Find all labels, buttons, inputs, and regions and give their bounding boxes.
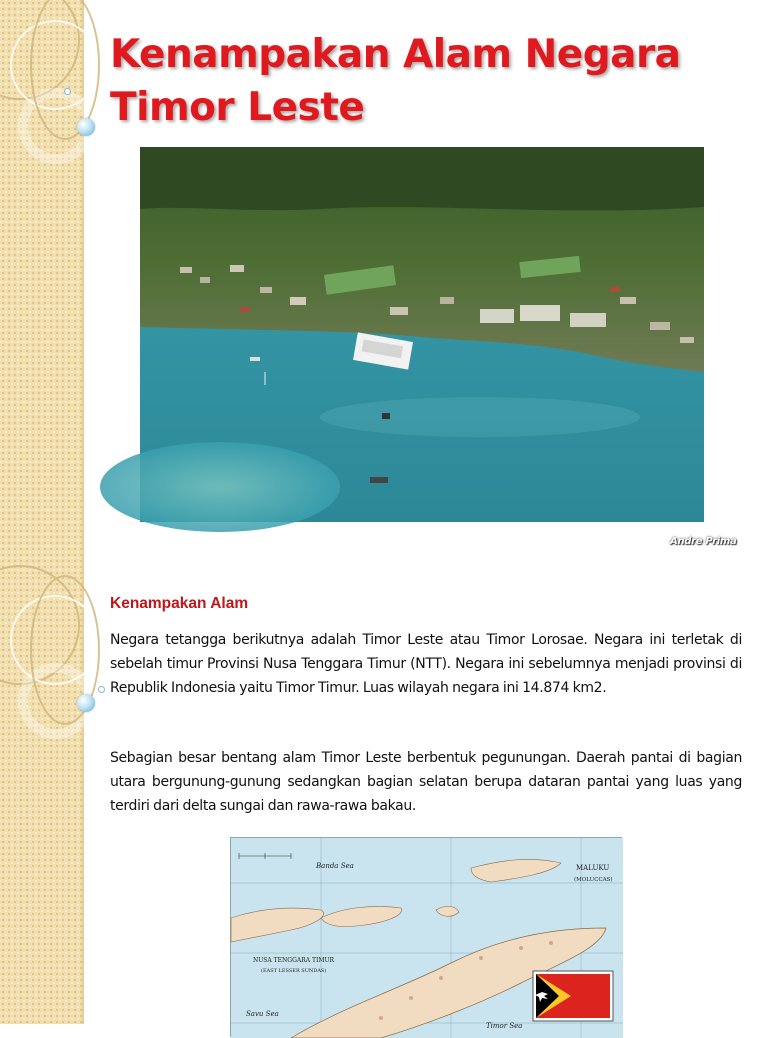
decorative-dot-icon — [98, 686, 105, 693]
timor-region-map — [230, 837, 622, 1037]
map-label-banda-sea: Banda Sea — [316, 862, 354, 870]
paragraph-landscape: Sebagian besar bentang alam Timor Leste berbentuk pegunungan. Daerah pantai di bagian utara bergunung-gunung sedangkan bagian selatan berupa dataran pantai yang luas yang terdiri dari delta sungai dan rawa-rawa bakau. — [110, 750, 742, 814]
section-subtitle: Kenampakan Alam — [110, 595, 249, 612]
map-label-lesser-sundas: (EAST LESSER SUNDAS) — [261, 968, 327, 974]
aerial-coastal-town-photo — [140, 147, 704, 522]
map-label-maluku: MALUKU — [576, 864, 610, 872]
map-label-ntt: NUSA TENGGARA TIMUR — [253, 957, 335, 964]
slide-title: Kenampakan Alam Negara Timor Leste — [110, 32, 681, 130]
slide-2 — [0, 575, 768, 1030]
paragraph-intro: Negara tetangga berikutnya adalah Timor Leste atau Timor Lorosae. Negara ini terletak di sebelah timur Provinsi Nusa Tenggara Timur (NTT). Negara ini sebelumnya menjadi provinsi di Republik Indonesia yaitu Timor Timur. Luas wilayah negara ini 14.874 km2. — [110, 632, 742, 696]
photo-credit: Andre Prima — [670, 536, 737, 547]
map-label-moluccas: (MOLUCCAS) — [574, 877, 613, 883]
decorative-bead-icon — [77, 118, 95, 136]
decorative-bead-icon — [77, 694, 95, 712]
map-label-savu-sea: Savu Sea — [246, 1010, 279, 1018]
map-label-timor-sea: Timor Sea — [486, 1022, 523, 1030]
timor-leste-flag-icon — [533, 971, 613, 1021]
decorative-dot-icon — [64, 88, 71, 95]
